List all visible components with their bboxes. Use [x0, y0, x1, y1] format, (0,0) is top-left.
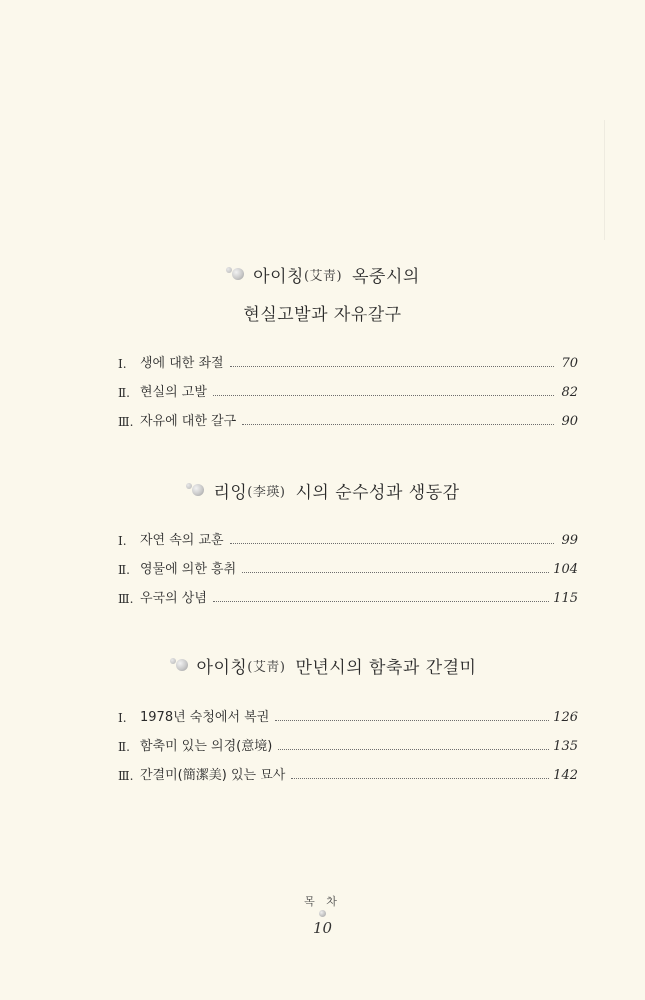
entry-label: 1978년 숙청에서 복권: [140, 710, 270, 725]
section-title-text: 만년시의 함축과 간결미: [295, 657, 477, 678]
toc-entry[interactable]: [118, 736, 578, 754]
section-title: [0, 262, 645, 286]
toc-section-2: [0, 478, 645, 502]
entry-page: 82: [561, 385, 578, 400]
entry-label: 생에 대한 좌절: [140, 356, 224, 371]
entry-page: 104: [553, 562, 578, 577]
footer-dot-icon: [319, 910, 326, 917]
dot-leader: [242, 571, 549, 573]
entry-page: 70: [561, 356, 578, 371]
entry-page: 115: [553, 591, 578, 606]
toc-section-3: [0, 653, 645, 677]
entry-number: Ⅰ.: [118, 711, 127, 725]
section-title-text: 시의 순수성과 생동감: [295, 482, 460, 503]
bullet-icon: [185, 482, 207, 498]
dot-leader: [242, 423, 554, 425]
section-title: [0, 653, 645, 677]
entry-label: 함축미 있는 의경(意境): [140, 739, 273, 754]
toc-entry[interactable]: [118, 353, 578, 371]
toc-entry[interactable]: [118, 559, 578, 577]
toc-entry[interactable]: [118, 588, 578, 606]
entry-label: 간결미(簡潔美) 있는 묘사: [140, 768, 286, 783]
section-title: [0, 478, 645, 502]
entry-page: 135: [553, 739, 578, 754]
bullet-icon: [169, 657, 191, 673]
footer-label: 목 차: [304, 895, 341, 908]
dot-leader: [213, 600, 549, 602]
dot-leader: [230, 365, 554, 367]
dot-leader: [291, 777, 549, 779]
entry-number: Ⅱ.: [118, 563, 130, 577]
entry-number: Ⅲ.: [118, 769, 134, 783]
section-subtitle: 현실고발과 자유갈구: [243, 304, 402, 325]
dot-leader: [275, 719, 549, 721]
toc-section-1: [0, 262, 645, 324]
entry-number: Ⅲ.: [118, 415, 134, 429]
section-title-text: 옥중시의: [352, 266, 420, 287]
toc-entry[interactable]: [118, 707, 578, 725]
section-title-hanja: (艾靑): [303, 268, 343, 284]
entry-page: 90: [561, 414, 578, 429]
entry-label: 자연 속의 교훈: [140, 533, 224, 548]
toc-entry[interactable]: [118, 382, 578, 400]
section-title-text: 아이칭: [196, 657, 248, 678]
toc-entry[interactable]: [118, 530, 578, 548]
entry-label: 현실의 고발: [140, 385, 207, 400]
entry-page: 142: [553, 768, 578, 783]
toc-entry[interactable]: [118, 411, 578, 429]
entry-label: 영물에 의한 흥취: [140, 562, 237, 577]
dot-leader: [213, 394, 554, 396]
page-number: 10: [312, 919, 333, 937]
entry-number: Ⅰ.: [118, 534, 127, 548]
bullet-icon: [225, 266, 247, 282]
entry-label: 우국의 상념: [140, 591, 207, 606]
entry-page: 99: [561, 533, 578, 548]
entry-number: Ⅱ.: [118, 386, 130, 400]
page-edge-shadow: [604, 120, 605, 240]
entry-page: 126: [553, 710, 578, 725]
dot-leader: [230, 542, 554, 544]
section-title-text: 아이칭: [253, 266, 304, 287]
entry-label: 자유에 대한 갈구: [140, 414, 237, 429]
section-title-text: 리잉: [213, 482, 248, 503]
entry-number: Ⅰ.: [118, 357, 127, 371]
toc-entry[interactable]: [118, 765, 578, 783]
entry-number: Ⅱ.: [118, 740, 130, 754]
section-title-hanja: (艾靑): [247, 659, 286, 675]
section-title-hanja: (李瑛): [247, 484, 286, 500]
dot-leader: [278, 748, 549, 750]
entry-number: Ⅲ.: [118, 592, 134, 606]
